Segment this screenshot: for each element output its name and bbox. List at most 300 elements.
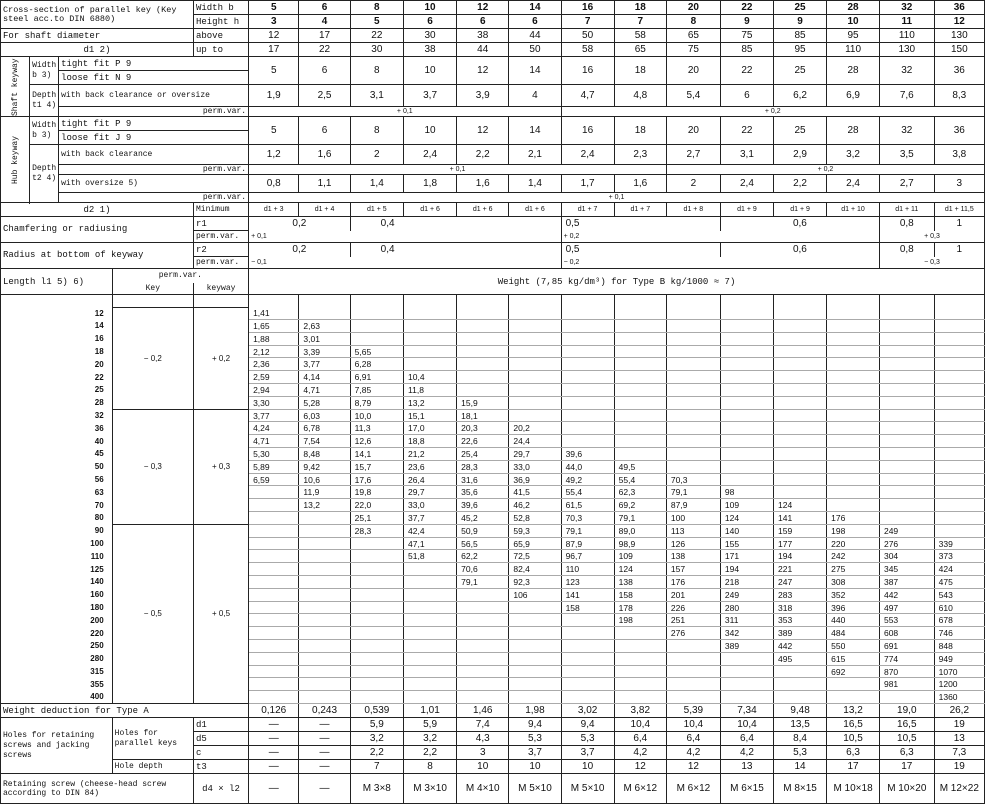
hole-c: 3,7: [509, 746, 561, 760]
key-height: 8: [666, 15, 720, 29]
weight-value: [614, 435, 666, 448]
retaining-screw: M 4×10: [457, 774, 509, 804]
weight-value: 87,9: [666, 499, 720, 512]
weight-value: 550: [827, 640, 880, 653]
weight-value: [774, 396, 827, 409]
d2-minimum: d1 + 9: [774, 203, 827, 217]
weight-value: [350, 691, 403, 704]
weight-deduction: 0,243: [299, 704, 350, 718]
weight-value: 4,71: [299, 384, 350, 397]
weight-value: 61,5: [561, 499, 614, 512]
weight-value: [350, 332, 403, 345]
hub-tol-2: + 0,2: [666, 165, 984, 175]
weight-value: 495: [774, 652, 827, 665]
weight-value: 1070: [934, 665, 984, 678]
hole-depth: 14: [774, 760, 827, 774]
shaft-diameter-label: For shaft diameter: [1, 29, 194, 43]
weight-value: 218: [720, 576, 773, 589]
spacer: [561, 295, 614, 308]
weight-value: [509, 358, 561, 371]
weight-value: 29,7: [509, 448, 561, 461]
weight-value: [774, 332, 827, 345]
holes-d5-symbol: d5: [193, 732, 248, 746]
weight-value: [774, 358, 827, 371]
spacer: [350, 295, 403, 308]
weight-value: [879, 320, 934, 333]
weight-value: [249, 550, 299, 563]
hole-d1: 10,4: [614, 718, 666, 732]
retaining-screw: M 6×12: [666, 774, 720, 804]
weight-value: [299, 652, 350, 665]
weight-value: 691: [879, 640, 934, 653]
weight-value: [404, 307, 457, 319]
weight-value: [614, 448, 666, 461]
weight-value: 11,8: [404, 384, 457, 397]
weight-value: 4,24: [249, 422, 299, 435]
hole-depth-label: Hole depth: [112, 760, 193, 774]
key-width: 6: [299, 1, 350, 15]
weight-value: [614, 678, 666, 691]
weight-value: 17,6: [350, 473, 403, 486]
chamfer-val-1: 0,2: [249, 217, 351, 231]
hub-tight-fit: tight fit P 9: [59, 117, 249, 131]
hub-oversize-depth: 1,8: [404, 175, 457, 193]
weight-value: [934, 345, 984, 358]
weight-deduction: 26,2: [934, 704, 984, 718]
weight-value: [666, 691, 720, 704]
weight-value: [509, 320, 561, 333]
hole-d5: 6,4: [666, 732, 720, 746]
shaft-width-label: Width b 3): [30, 57, 59, 85]
d2-minimum: d1 + 7: [561, 203, 614, 217]
weight-deduction: 9,48: [774, 704, 827, 718]
weight-value: 49,5: [614, 460, 666, 473]
weight-value: [934, 460, 984, 473]
keyway-tolerance: + 0,3: [193, 409, 248, 524]
keyway-tolerance: + 0,2: [193, 307, 248, 409]
weight-deduction: 7,34: [720, 704, 773, 718]
weight-value: [827, 332, 880, 345]
weight-value: [720, 358, 773, 371]
weight-value: [509, 665, 561, 678]
length-value: 280: [1, 652, 113, 665]
weight-value: [934, 332, 984, 345]
holes-sub-label: Holes for parallel keys: [112, 718, 193, 760]
weight-value: [561, 345, 614, 358]
weight-value: [350, 537, 403, 550]
weight-value: [404, 665, 457, 678]
shaft-keyway-width: 8: [350, 57, 403, 85]
hub-keyway-width: 5: [249, 117, 299, 145]
weight-value: 4,71: [249, 435, 299, 448]
weight-value: [774, 345, 827, 358]
shaft-upto: 75: [666, 43, 720, 57]
shaft-keyway-depth: 4,8: [614, 85, 666, 107]
shaft-keyway-width: 20: [666, 57, 720, 85]
weight-deduction: 19,0: [879, 704, 934, 718]
shaft-keyway-depth: 3,1: [350, 85, 403, 107]
weight-value: 45,2: [457, 512, 509, 525]
length-value: 110: [1, 550, 113, 563]
hole-d5: 10,5: [827, 732, 880, 746]
weight-value: [720, 345, 773, 358]
weight-value: [404, 652, 457, 665]
weight-value: [404, 601, 457, 614]
weight-value: 56,5: [457, 537, 509, 550]
hole-d5: 4,3: [457, 732, 509, 746]
d2-minimum: d1 + 8: [666, 203, 720, 217]
weight-value: [614, 627, 666, 640]
hub-back-depth: 2,4: [561, 145, 614, 165]
weight-value: [561, 409, 614, 422]
hole-d1: 5,9: [350, 718, 403, 732]
weight-deduction-label: Weight deduction for Type A: [1, 704, 249, 718]
retaining-screw: M 3×8: [350, 774, 403, 804]
weight-value: [561, 678, 614, 691]
keyway-tolerance: + 0,5: [193, 524, 248, 703]
chamfer-tol-3: + 0,3: [879, 231, 984, 243]
weight-value: [404, 332, 457, 345]
hole-d5: 3,2: [350, 732, 403, 746]
retaining-screw: —: [299, 774, 350, 804]
weight-value: 608: [879, 627, 934, 640]
shaft-tol-2: + 0,2: [561, 107, 984, 117]
weight-value: 249: [720, 588, 773, 601]
spacer: [614, 295, 666, 308]
weight-value: 276: [879, 537, 934, 550]
weight-value: 3,30: [249, 396, 299, 409]
weight-value: [561, 640, 614, 653]
shaft-upto: 44: [457, 43, 509, 57]
length-value: 36: [1, 422, 113, 435]
weight-value: [666, 320, 720, 333]
weight-deduction: 1,46: [457, 704, 509, 718]
weight-value: [879, 332, 934, 345]
hub-oversize-label: with oversize 5): [59, 175, 249, 193]
weight-value: [299, 550, 350, 563]
weight-value: [774, 371, 827, 384]
weight-value: [666, 640, 720, 653]
hub-oversize-depth: 1,4: [350, 175, 403, 193]
weight-value: [720, 422, 773, 435]
hole-c: 3,7: [561, 746, 614, 760]
hole-d5: 3,2: [404, 732, 457, 746]
weight-value: [299, 601, 350, 614]
hole-c: 4,2: [666, 746, 720, 760]
hole-d5: 6,4: [720, 732, 773, 746]
length-value: 140: [1, 576, 113, 589]
weight-value: [249, 614, 299, 627]
weight-value: [457, 652, 509, 665]
retaining-screw: M 12×22: [934, 774, 984, 804]
weight-value: [666, 678, 720, 691]
key-height: 7: [561, 15, 614, 29]
length-value: 315: [1, 665, 113, 678]
weight-value: [614, 640, 666, 653]
weight-value: [249, 499, 299, 512]
weight-value: 848: [934, 640, 984, 653]
weight-value: 158: [561, 601, 614, 614]
weight-value: 141: [561, 588, 614, 601]
weight-value: 157: [666, 563, 720, 576]
shaft-keyway-width: 18: [614, 57, 666, 85]
key-height: 6: [404, 15, 457, 29]
weight-value: [666, 384, 720, 397]
hole-c: 6,3: [827, 746, 880, 760]
weight-value: [720, 460, 773, 473]
height-label: Height h: [193, 15, 248, 29]
weight-value: 155: [720, 537, 773, 550]
weight-value: 5,28: [299, 396, 350, 409]
weight-value: [720, 409, 773, 422]
weight-value: [666, 422, 720, 435]
holes-d1-symbol: d1: [193, 718, 248, 732]
weight-value: 3,77: [249, 409, 299, 422]
weight-value: [299, 665, 350, 678]
weight-value: [774, 422, 827, 435]
weight-value: 7,85: [350, 384, 403, 397]
spacer: [404, 295, 457, 308]
hole-depth: 12: [666, 760, 720, 774]
hole-depth: 17: [879, 760, 934, 774]
weight-value: [299, 563, 350, 576]
hole-c: 3: [457, 746, 509, 760]
weight-value: [934, 448, 984, 461]
hub-keyway-width: 10: [404, 117, 457, 145]
weight-value: 949: [934, 652, 984, 665]
d2-minimum: d1 + 6: [457, 203, 509, 217]
hole-d1: 16,5: [879, 718, 934, 732]
weight-value: 746: [934, 627, 984, 640]
weight-value: 138: [614, 576, 666, 589]
weight-value: 251: [666, 614, 720, 627]
weight-value: 6,03: [299, 409, 350, 422]
d2-minimum: d1 + 6: [404, 203, 457, 217]
retaining-screw-label: Retaining screw (cheese-head screw according to DIN 84): [1, 774, 194, 804]
weight-value: [299, 691, 350, 704]
weight-value: 692: [827, 665, 880, 678]
chamfer-tol-1: + 0,1: [249, 231, 562, 243]
hub-keyway-side-label: Hub keyway: [1, 117, 30, 203]
key-width: 32: [879, 1, 934, 15]
weight-value: [879, 499, 934, 512]
hole-c: 2,2: [404, 746, 457, 760]
hub-back-depth: 2,2: [457, 145, 509, 165]
weight-value: [509, 307, 561, 319]
weight-value: [350, 640, 403, 653]
hole-d1: 9,4: [509, 718, 561, 732]
weight-value: 6,28: [350, 358, 403, 371]
hole-depth: —: [299, 760, 350, 774]
weight-value: [561, 422, 614, 435]
hub-tol-3: + 0,1: [249, 193, 985, 203]
weight-value: 51,8: [404, 550, 457, 563]
weight-value: 92,3: [509, 576, 561, 589]
weight-value: [827, 409, 880, 422]
shaft-above: 85: [774, 29, 827, 43]
d2-minimum: d1 + 5: [350, 203, 403, 217]
shaft-upto: 150: [934, 43, 984, 57]
weight-value: [827, 384, 880, 397]
weight-value: 18,8: [404, 435, 457, 448]
radius-val-1: 0,2: [249, 243, 351, 257]
shaft-keyway-depth: 4,7: [561, 85, 614, 107]
weight-header: Weight (7,85 kg/dm³) for Type B kg/1000 ≈ 7): [249, 269, 985, 295]
spacer: [879, 295, 934, 308]
weight-value: 553: [879, 614, 934, 627]
weight-value: [350, 665, 403, 678]
weight-value: 28,3: [350, 524, 403, 537]
weight-value: 2,94: [249, 384, 299, 397]
weight-value: [404, 576, 457, 589]
screw-symbol: d4 × l2: [193, 774, 248, 804]
hole-d1: 10,4: [720, 718, 773, 732]
weight-value: 345: [879, 563, 934, 576]
weight-value: 141: [774, 512, 827, 525]
weight-value: 396: [827, 601, 880, 614]
weight-value: [350, 678, 403, 691]
key-width: 22: [720, 1, 773, 15]
length-value: 90: [1, 524, 113, 537]
weight-value: 194: [720, 563, 773, 576]
shaft-keyway-side-label: Shaft keyway: [1, 57, 30, 117]
keyway-label: keyway: [193, 283, 248, 295]
weight-value: [879, 396, 934, 409]
key-width: 12: [457, 1, 509, 15]
weight-value: 33,0: [509, 460, 561, 473]
weight-value: 3,01: [299, 332, 350, 345]
weight-value: 11,3: [350, 422, 403, 435]
length-value: 70: [1, 499, 113, 512]
chamfer-label: Chamfering or radiusing: [1, 217, 194, 243]
shaft-perm-var: perm.var.: [59, 107, 249, 117]
hole-d1: 10,4: [666, 718, 720, 732]
weight-value: 82,4: [509, 563, 561, 576]
weight-value: 72,5: [509, 550, 561, 563]
hole-depth: 12: [614, 760, 666, 774]
retaining-screw: —: [249, 774, 299, 804]
hub-tol-1: + 0,1: [249, 165, 667, 175]
weight-value: 198: [614, 614, 666, 627]
shaft-keyway-depth: 4: [509, 85, 561, 107]
length-value: 28: [1, 396, 113, 409]
weight-value: [879, 409, 934, 422]
weight-value: 2,12: [249, 345, 299, 358]
weight-value: [299, 576, 350, 589]
weight-value: 9,42: [299, 460, 350, 473]
radius-tol-2: − 0,2: [561, 257, 879, 269]
hub-back-depth: 2,3: [614, 145, 666, 165]
spacer: [774, 295, 827, 308]
hole-c: 6,3: [879, 746, 934, 760]
weight-value: 342: [720, 627, 773, 640]
weight-value: [774, 460, 827, 473]
weight-value: [934, 384, 984, 397]
spacer: [827, 295, 880, 308]
weight-value: 1,41: [249, 307, 299, 319]
weight-value: [249, 691, 299, 704]
key-width: 14: [509, 1, 561, 15]
weight-value: 8,48: [299, 448, 350, 461]
shaft-upto: 38: [404, 43, 457, 57]
weight-value: [561, 320, 614, 333]
shaft-keyway-width: 22: [720, 57, 773, 85]
hole-d1: 9,4: [561, 718, 614, 732]
weight-value: [827, 678, 880, 691]
weight-value: 176: [827, 512, 880, 525]
weight-value: [774, 691, 827, 704]
shaft-diameter-symbol: d1 2): [1, 43, 194, 57]
weight-deduction: 0,539: [350, 704, 403, 718]
shaft-keyway-width: 10: [404, 57, 457, 85]
weight-value: [457, 665, 509, 678]
weight-value: [720, 652, 773, 665]
shaft-keyway-width: 28: [827, 57, 880, 85]
shaft-above: 110: [879, 29, 934, 43]
weight-value: 109: [614, 550, 666, 563]
hole-c: —: [299, 746, 350, 760]
length-value: 100: [1, 537, 113, 550]
hub-back-depth: 2,7: [666, 145, 720, 165]
hub-oversize-depth: 1,6: [457, 175, 509, 193]
weight-value: [350, 307, 403, 319]
weight-value: [720, 691, 773, 704]
spacer: [457, 295, 509, 308]
shaft-upto: 85: [720, 43, 773, 57]
shaft-keyway-width: 36: [934, 57, 984, 85]
weight-value: 55,4: [561, 486, 614, 499]
weight-value: [404, 320, 457, 333]
key-height: 9: [720, 15, 773, 29]
weight-value: [934, 320, 984, 333]
shaft-keyway-width: 6: [299, 57, 350, 85]
upto-label: up to: [193, 43, 248, 57]
length-value: 32: [1, 409, 113, 422]
hub-back-clearance-label: with back clearance: [59, 145, 249, 165]
weight-value: [404, 691, 457, 704]
weight-value: 352: [827, 588, 880, 601]
weight-value: 29,7: [404, 486, 457, 499]
hole-d5: 5,3: [509, 732, 561, 746]
weight-value: [827, 345, 880, 358]
hub-keyway-width: 36: [934, 117, 984, 145]
weight-value: [720, 371, 773, 384]
hub-keyway-width: 25: [774, 117, 827, 145]
weight-value: [827, 371, 880, 384]
hub-oversize-depth: 2,4: [827, 175, 880, 193]
weight-value: 12,6: [350, 435, 403, 448]
weight-value: [614, 665, 666, 678]
weight-value: 10,0: [350, 409, 403, 422]
weight-value: [299, 627, 350, 640]
shaft-above: 38: [457, 29, 509, 43]
weight-value: [249, 512, 299, 525]
key-width: 16: [561, 1, 614, 15]
key-height: 9: [774, 15, 827, 29]
weight-value: 178: [614, 601, 666, 614]
hub-keyway-width: 8: [350, 117, 403, 145]
weight-value: [561, 332, 614, 345]
spacer: [299, 295, 350, 308]
weight-value: [614, 345, 666, 358]
weight-value: 124: [614, 563, 666, 576]
weight-value: [457, 627, 509, 640]
weight-value: 6,78: [299, 422, 350, 435]
weight-value: 100: [666, 512, 720, 525]
key-width: 28: [827, 1, 880, 15]
weight-value: [509, 345, 561, 358]
hole-d5: 8,4: [774, 732, 827, 746]
